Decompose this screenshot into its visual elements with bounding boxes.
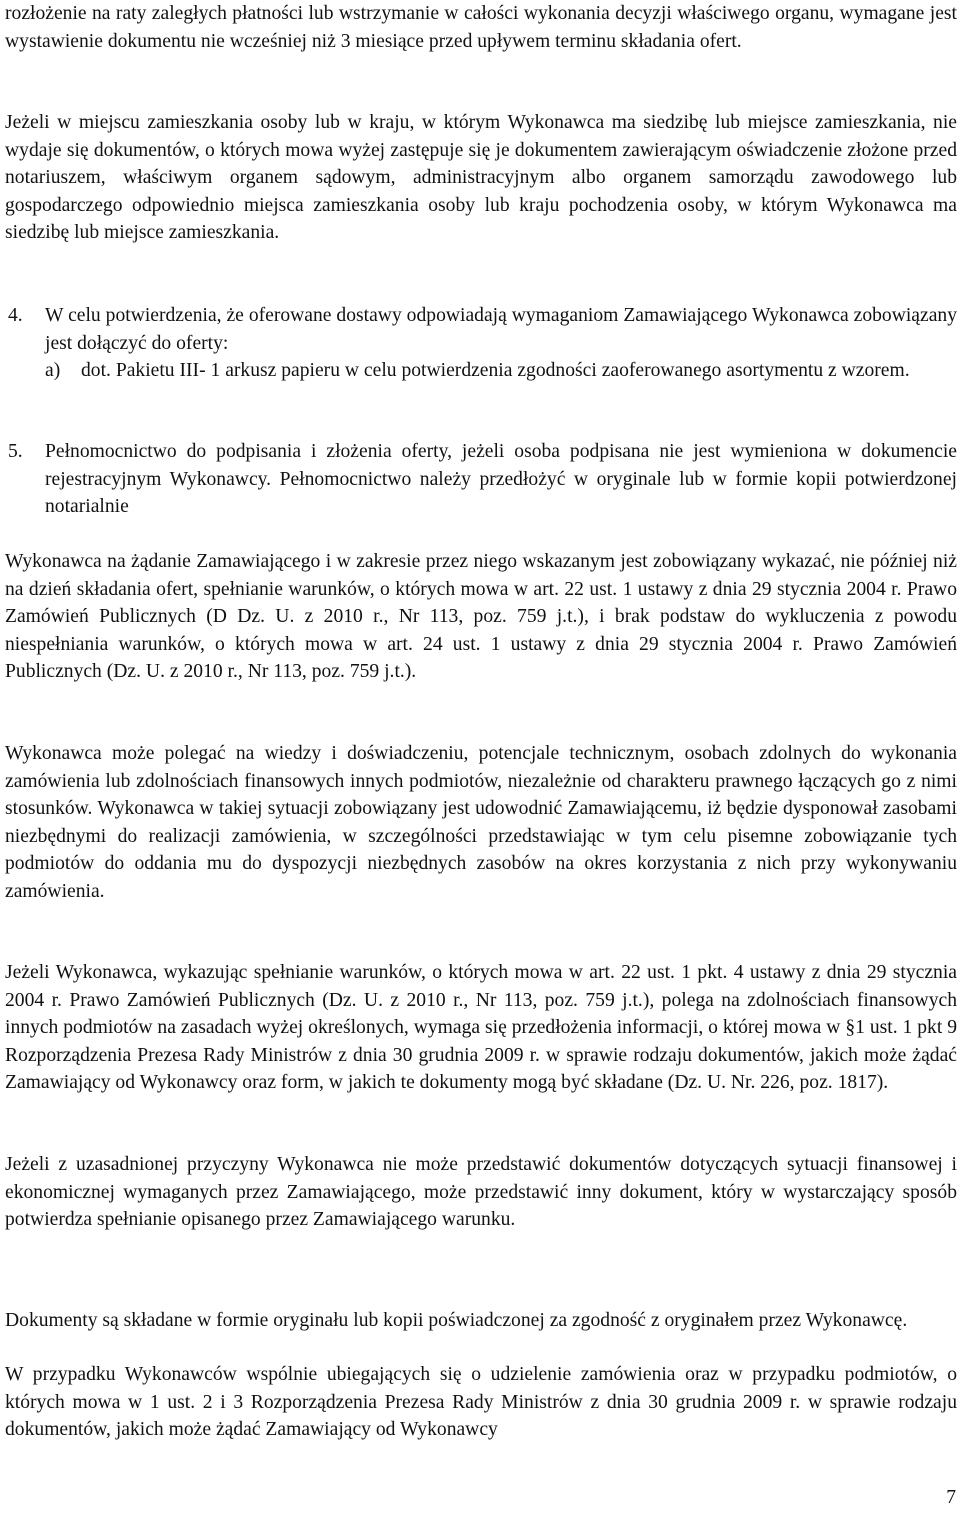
paragraph-rely: Wykonawca może polegać na wiedzy i doświadczeniu, potencjale technicznym, osobach zdolnych do wykonania zamówienia lub zdolnościach finansowych innych podmiotów, niezależnie od charakteru prawnego łączących go z nimi stosunków. Wykonawca w takiej sytuacji zobowiązany jest udowodnić Zamawiającemu, iż będzie dysponował zasobami niezbędnymi do realizacji zamówienia, w szczególności przedstawiając w tym celu pisemne zobowiązanie tych podmiotów do oddania mu do dyspozycji niezbędnych zasobów na okres korzystania z nich przy wykonywaniu zamówienia. (5, 743, 957, 902)
list-item-text: W celu potwierdzenia, że oferowane dostawy odpowiadają wymaganiom Zamawiającego Wykonawca zobowiązany jest dołączyć do oferty: (45, 305, 957, 354)
list-item-text: Pełnomocnictwo do podpisania i złożenia oferty, jeżeli osoba podpisana nie jest wymieniona w dokumencie rejestracyjnym Wykonawcy. Pełnomocnictwo należy przedłożyć w oryginale lub w formie kopii potwierdzonej notarialnie (45, 441, 957, 517)
sub-item-label: a) (45, 360, 61, 381)
list-number: 4. (8, 305, 23, 326)
paragraph-justified: Jeżeli z uzasadnionej przyczyny Wykonawca nie może przedstawić dokumentów dotyczących sytuacji finansowej i ekonomicznej wymaganych przez Zamawiającego, może przedstawić inny dokument, który w wystarczający sposób potwierdza spełnianie opisanego przez Zamawiającego warunku. (5, 1154, 957, 1230)
sub-item-text: dot. Pakietu III- 1 arkusz papieru w celu potwierdzenia zgodności zaoferowanego asortymentu z wzorem. (81, 360, 910, 381)
list-item-5 (8, 438, 957, 521)
list-item-4 (8, 302, 957, 385)
paragraph-intro-continued: rozłożenie na raty zaległych płatności lub wstrzymanie w całości wykonania decyzji właściwego organu, wymagane jest wystawienie dokumentu nie wcześniej niż 3 miesiące przed upływem terminu składania ofert. (5, 3, 957, 52)
paragraph-financial: Jeżeli Wykonawca, wykazując spełnianie warunków, o których mowa w art. 22 ust. 1 pkt. 4 ustawy z dnia 29 stycznia 2004 r. Prawo Zamówień Publicznych (Dz. U. z 2010 r., Nr 113, poz. 759 j.t.), polega na zdolnościach finansowych innych podmiotów na zasadach wyżej określonych, wymaga się przedłożenia informacji, o której mowa w §1 ust. 1 pkt 9 Rozporządzenia Prezesa Rady Ministrów z dnia 30 grudnia 2009 r. w sprawie rodzaju dokumentów, jakich może żądać Zamawiający od Wykonawcy oraz form, w jakich te dokumenty mogą być składane (Dz. U. Nr. 226, poz. 1817). (5, 962, 957, 1093)
paragraph-documents: Dokumenty są składane w formie oryginału lub kopii poświadczonej za zgodność z oryginałem przez Wykonawcę. (5, 1310, 908, 1331)
paragraph-demand: Wykonawca na żądanie Zamawiającego i w zakresie przez niego wskazanym jest zobowiązany wykazać, nie później niż na dzień składania ofert, spełnianie warunków, o których mowa w art. 22 ust. 1 ustawy z dnia 29 stycznia 2004 r. Prawo Zamówień Publicznych (D Dz. U. z 2010 r., Nr 113, poz. 759 j.t.), i brak podstaw do wykluczenia z powodu niespełniania warunków, o których mowa w art. 24 ust. 1 ustawy z dnia 29 stycznia 2004 r. Prawo Zamówień Publicznych (Dz. U. z 2010 r., Nr 113, poz. 759 j.t.). (5, 551, 957, 682)
paragraph-residence: Jeżeli w miejscu zamieszkania osoby lub w kraju, w którym Wykonawca ma siedzibę lub miejsce zamieszkania, nie wydaje się dokumentów, o których mowa wyżej zastępuje się je dokumentem zawierającym oświadczenie złożone przed notariuszem, właściwym organem sądowym, administracyjnym albo organem samorządu zawodowego lub gospodarczego odpowiednio miejsca zamieszkania osoby lub kraju pochodzenia osoby, w którym Wykonawca ma siedzibę lub miejsce zamieszkania. (5, 112, 957, 243)
sub-item-a (45, 357, 957, 385)
paragraph-joint: W przypadku Wykonawców wspólnie ubiegających się o udzielenie zamówienia oraz w przypadku podmiotów, o których mowa w 1 ust. 2 i 3 Rozporządzenia Prezesa Rady Ministrów z dnia 30 grudnia 2009 r. w sprawie rodzaju dokumentów, jakich może żądać Zamawiający od Wykonawcy (5, 1364, 957, 1440)
page-number: 7 (946, 1487, 956, 1508)
list-number: 5. (8, 441, 23, 462)
